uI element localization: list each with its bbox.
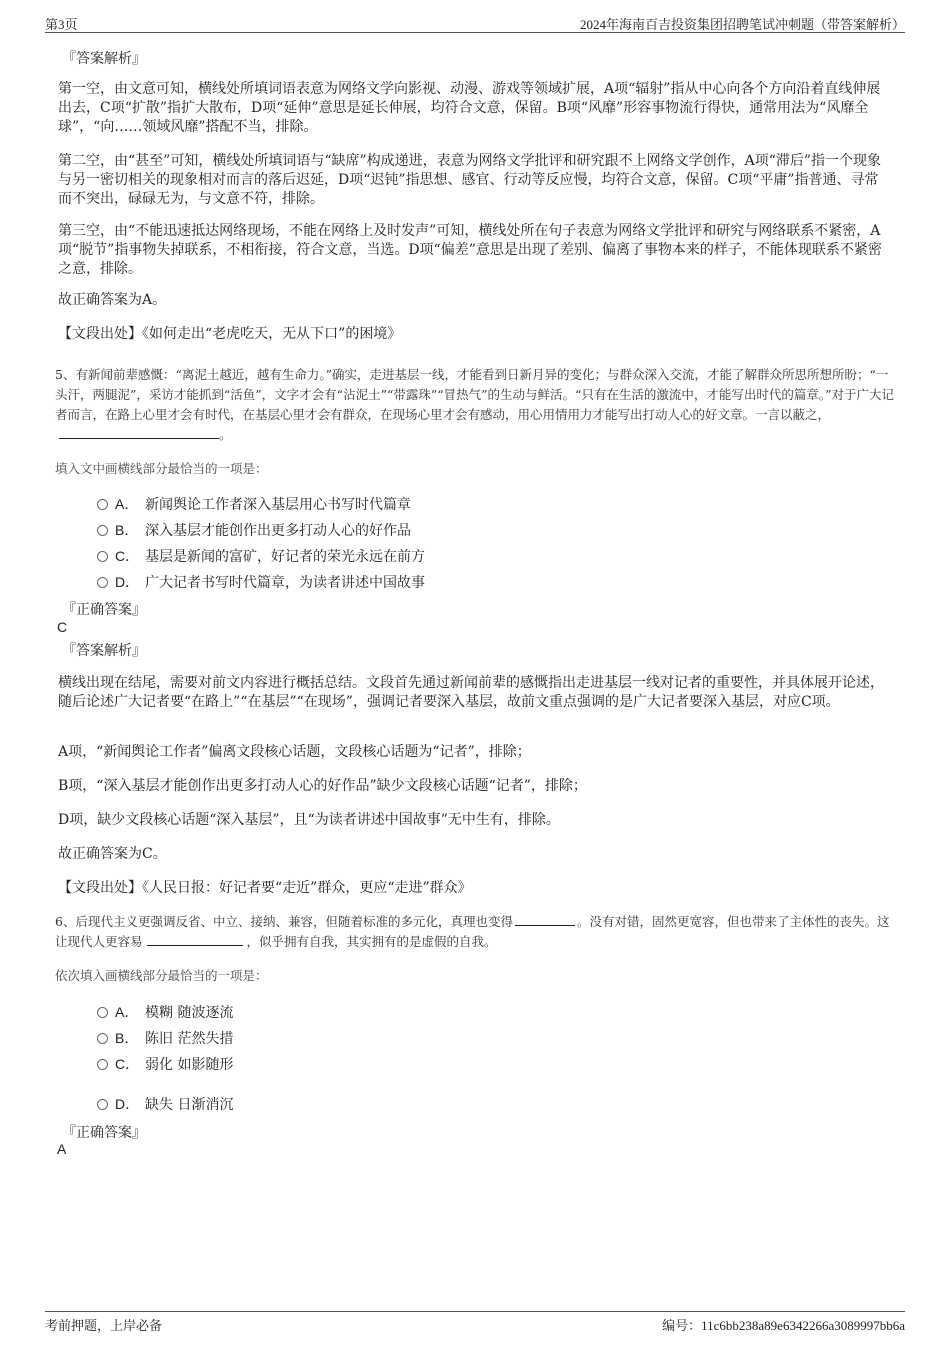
q5-stem-text: 5、有新闻前辈感慨：“离泥土越近，越有生命力。”确实，走进基层一线，才能看到日新月异的变化；与群众深入交流，才能了解群众所思所想所盼；“一头汗，两腿泥”，采访才能抓到“活鱼”，文字才会有“沾泥土”“带露珠”“冒热气”的生动与鲜活。“只有在生活的激流中，才能写出时代的篇章。”对于广大记者而言，在路上心里才会有时代，在基层心里才会有群众，在现场心里才会有感动，用心用情用力才能写出打动人心的好文章。一言以蔽之， <box>55 367 895 422</box>
radio-icon[interactable] <box>97 577 108 588</box>
radio-icon[interactable] <box>97 499 108 510</box>
q5-analysis-p3: B项，“深入基层才能创作出更多打动人心的好作品”缺少文段核心话题“记者”，排除； <box>58 778 587 794</box>
q5-stem <box>55 365 895 445</box>
radio-icon[interactable] <box>97 1059 108 1070</box>
q5-source: 【文段出处】《人民日报：好记者要“走近”群众，更应“走进”群众》 <box>58 880 472 896</box>
q4-conclusion: 故正确答案为A。 <box>58 292 167 308</box>
q5-correct-answer: C <box>57 619 68 635</box>
q5-instruction: 填入文中画横线部分最恰当的一项是： <box>55 461 268 476</box>
radio-icon[interactable] <box>97 1099 108 1110</box>
page-header <box>45 14 905 33</box>
q6-instruction: 依次填入画横线部分最恰当的一项是： <box>55 968 268 983</box>
document-title: 2024年海南百吉投资集团招聘笔试冲刺题（带答案解析） <box>579 17 905 32</box>
q4-source: 【文段出处】《如何走出“老虎吃天，无从下口”的困境》 <box>58 326 402 342</box>
q5-analysis-label: 『答案解析』 <box>62 643 146 659</box>
radio-icon[interactable] <box>97 551 108 562</box>
footer-slogan: 考前押题，上岸必备 <box>45 1318 163 1333</box>
q5-correct-label: 『正确答案』 <box>62 602 146 618</box>
q6-stem-part-c: ，似乎拥有自我，其实拥有的是虚假的自我。 <box>246 934 497 949</box>
q5-stem-end: 。 <box>219 427 232 442</box>
page-footer <box>45 1311 905 1332</box>
q6-stem-part-b: 。没有对错，固然更宽容，但也带来了主体性的丧失。这让现代人更容易 <box>55 914 890 949</box>
q5-conclusion: 故正确答案为C。 <box>58 846 167 862</box>
q6-correct-answer: A <box>57 1141 67 1157</box>
q4-analysis-p2: 第二空，由“甚至”可知，横线处所填词语与“缺席”构成递进，表意为网络文学批评和研究跟不上网络文学创作，A项“滞后”指一个现象与另一密切相关的现象相对而言的落后迟延，D项“迟钝”指思想、感官、行动等反应慢，均符合文意，保留。C项“平庸”指普通、寻常而不突出，碌碌无为，与文意不符，排除。 <box>58 153 882 207</box>
q5-analysis-p2: A项，“新闻舆论工作者”偏离文段核心话题，文段核心话题为“记者”，排除； <box>58 744 531 760</box>
q6-answer-blank-1 <box>515 913 575 926</box>
q5-analysis-p1: 横线出现在结尾，需要对前文内容进行概括总结。文段首先通过新闻前辈的感慨指出走进基层一线对记者的重要性，并具体展开论述，随后论述广大记者要“在路上”“在基层”“在现场”，强调记者要深入基层，故前文重点强调的是广大记者要深入基层，对应C项。 <box>58 675 884 710</box>
q4-analysis-p3: 第三空，由“不能迅速抵达网络现场，不能在网络上及时发声”可知，横线处所在句子表意为网络文学批评和研究与网络联系不紧密，A项“脱节”指事物失掉联系，不相衔接，符合文意，当选。D项“偏差”意思是出现了差别、偏离了事物本来的样子，不能体现联系不紧密之意，排除。 <box>58 223 882 277</box>
q4-analysis-p1: 第一空，由文意可知，横线处所填词语表意为网络文学向影视、动漫、游戏等领域扩展，A项“辐射”指从中心向各个方向沿着直线伸展出去，C项“扩散”指扩大散布，D项“延伸”意思是延长伸展，均符合文意，保留。B项“风靡”形容事物流行得快，通常用法为“风靡全球”，“向……领域风靡”搭配不当，排除。 <box>58 81 881 135</box>
page-number: 第3页 <box>45 17 78 32</box>
q6-stem-part-a: 6、后现代主义更强调反省、中立、接纳、兼容，但随着标准的多元化，真理也变得 <box>55 914 513 929</box>
footer-document-id: 编号：11c6bb238a89e6342266a3089997bb6a <box>662 1318 905 1333</box>
q6-answer-blank-2 <box>147 933 243 946</box>
q6-stem <box>55 912 895 952</box>
radio-icon[interactable] <box>97 525 108 536</box>
q6-correct-label: 『正确答案』 <box>62 1125 146 1141</box>
radio-icon[interactable] <box>97 1033 108 1044</box>
q5-analysis-p4: D项，缺少文段核心话题“深入基层”，且“为读者讲述中国故事”无中生有，排除。 <box>58 812 560 828</box>
radio-icon[interactable] <box>97 1007 108 1018</box>
q4-analysis-label: 『答案解析』 <box>62 51 146 67</box>
q5-answer-blank <box>59 426 219 439</box>
